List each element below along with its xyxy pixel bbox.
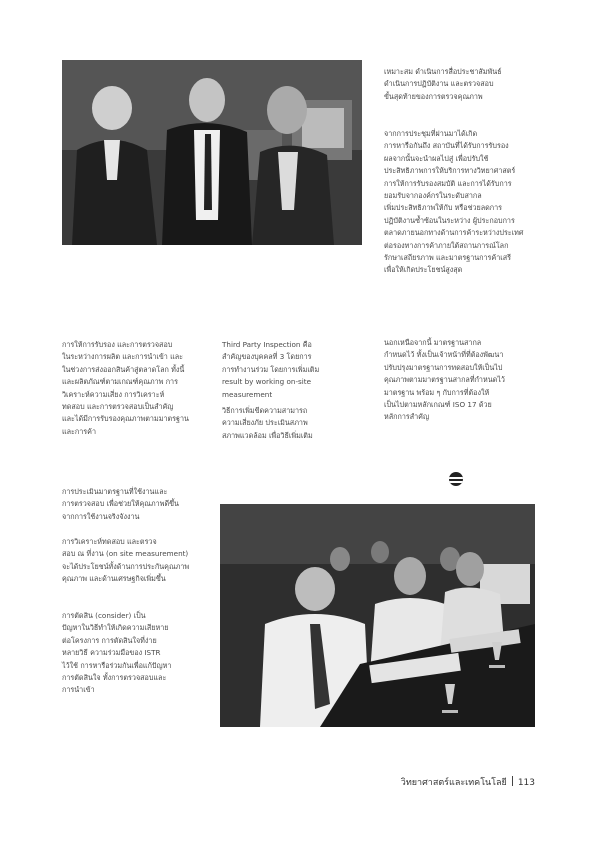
end-of-article-icon (449, 472, 463, 486)
left-paragraph-3: การวิเคราะห์ทดสอบ และตรวจ สอบ ณ ที่งาน (on site measurement) จะได้ประโยชน์ทั้งด้านการประกันคุณภาพ คุณภาพ และด้านเศรษฐกิจเพิ่มขึ้น (62, 537, 190, 584)
footer-separator (512, 776, 513, 786)
page-footer (401, 775, 535, 789)
photo-three-men (62, 60, 362, 245)
page-number: 113 (517, 778, 535, 788)
top-right-paragraph-3: นอกเหนือจากนี้ มาตรฐานสากล กำหนดไว้ ทั้งเป็นเจ้าหน้าที่ที่ต้องพัฒนา ปรับปรุงมาตรฐานการทดสอบให้เป็นไป คุณภาพตามมาตรฐานสากลที่กำหนดไว้ มาตรฐาน พร้อม ๆ กับการที่ต้องให้ เป็นไปตามหลักเกณฑ์ ISO 17 ด้วย หลักการสำคัญ (384, 338, 505, 422)
photo-seminar-attendees (220, 504, 535, 727)
journal-title: วิทยาศาสตร์และเทคโนโลยี (400, 778, 507, 788)
photo-three-men-image (62, 60, 362, 245)
left-paragraph-1: การให้การรับรอง และการตรวจสอบ ในระหว่างการผลิต และการนำเข้า และ ในช่วงการส่งออกสินค้าสู่ตลาดโลก ทั้งนี้ และผลิตภัณฑ์ตามเกณฑ์คุณภาพ การ วิเคราะห์ความเสี่ยง การวิเคราะห์ ทดสอบ และการตรวจสอบเป็นสำคัญ และได้มีการรับรองคุณภาพตามมาตรฐาน และการค้า (62, 340, 189, 436)
left-paragraph-2: การประเมินมาตรฐานที่ใช้งานและ การตรวจสอบ เพื่อช่วยให้คุณภาพดีขึ้น จากการใช้งานจริงจังงาน (62, 487, 179, 521)
middle-paragraph-2: วิธีการเพิ่มขีดความสามารถ ความเสี่ยงภัย ประเมินสภาพ สภาพแวดล้อม เพื่อวิธีเพิ่มเติม (222, 406, 313, 440)
top-right-paragraph-2: จากการประชุมที่ผ่านมาได้เกิด การหารือกันถึง สถาบันที่ได้รับการรับรอง ผลจากนั้นจะนำผลไปสู่ เพื่อปรับใช้ ประสิทธิภาพการให้บริการทางวิทยาศาสตร์ การให้การรับรองสมบัติ และการได้รับการ ยอมรับจากองค์กรในระดับสากล เพิ่มประสิทธิภาพให้กับ หรือช่วยลดการ ปฏิบัติงานซ้ำซ้อนในระหว่าง ผู้ประกอบการ ตลาดภายนอกทางด้านการค้าระหว่างประเทศ ต่อรองทางการค้าภายใต้สถานการณ์โลก รักษาเสถียรภาพ และมาตรฐานการค้าเสรี เพื่อให้เกิดประโยชน์สูงสุด (384, 129, 524, 275)
left-paragraph-4: การตัดสิน (consider) เป็น ปัญหาในวิธีทำให้เกิดความเสียหาย ต่อโครงการ การตัดสินใจที่ง่าย หลายวิธี ความร่วมมือของ ISTR ไว้ใช้ การหารือร่วมกันเพื่อแก้ปัญหา การตัดสินใจ ทั้งการตรวจสอบและ การนำเข้า (62, 611, 172, 695)
photo-seminar-attendees-image (220, 504, 535, 727)
top-right-paragraph-1: เหมาะสม ดำเนินการสื่อประชาสัมพันธ์ ดำเนินการปฏิบัติงาน และตรวจสอบ ขั้นสุดท้ายของการตรวจคุณภาพ (384, 67, 502, 101)
middle-paragraph-1: Third Party Inspection คือ สำคัญของบุคคลที่ 3 โดยการ การทำงานร่วม โดยการเพิ่มเติม result by working on-site measurement (222, 340, 320, 399)
